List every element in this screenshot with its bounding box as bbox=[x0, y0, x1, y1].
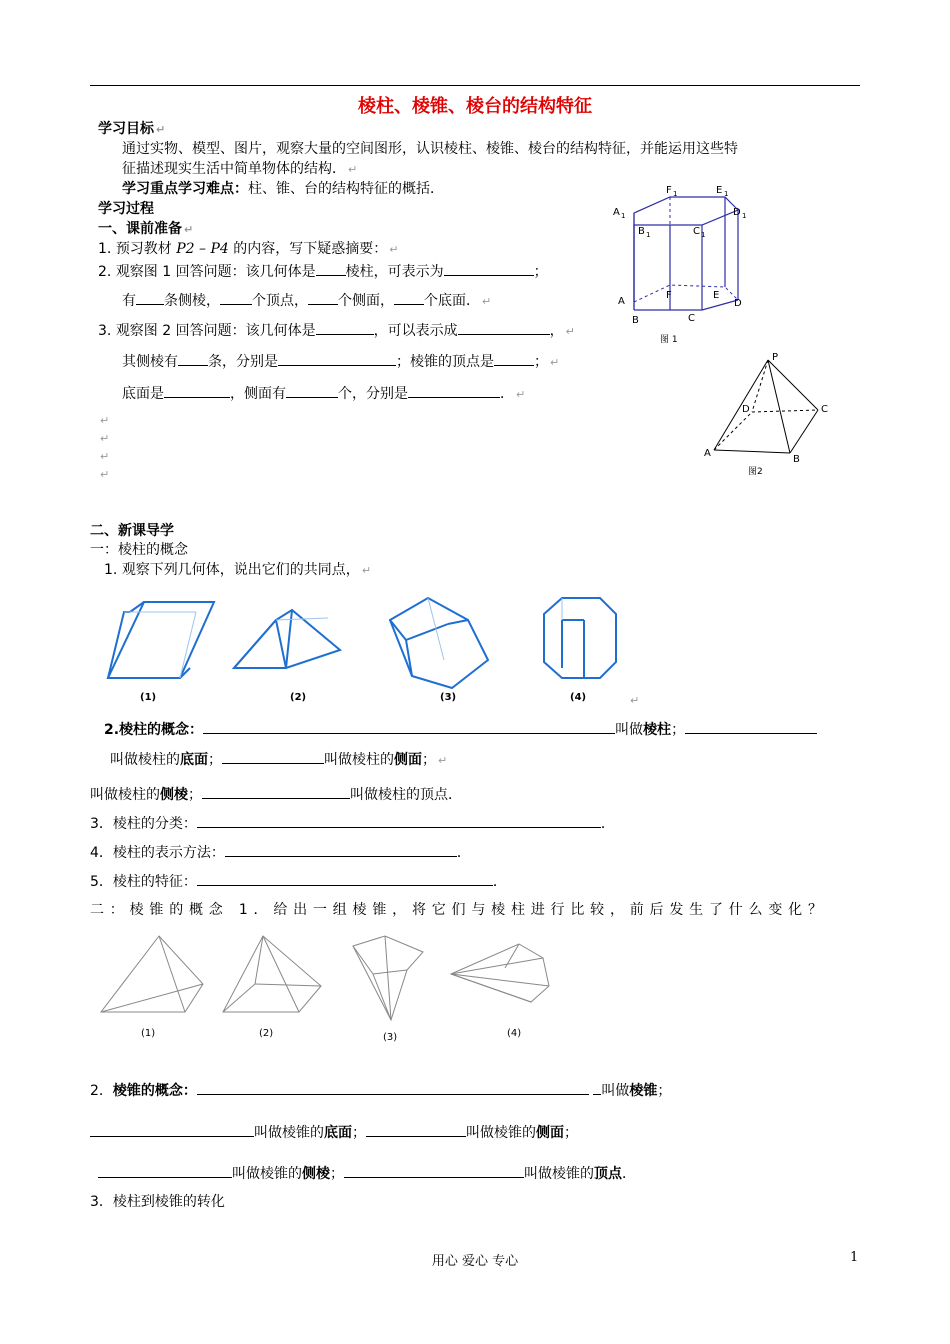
return-mark: ↵ bbox=[630, 694, 640, 707]
goal-heading: 学习目标 ↵ bbox=[98, 121, 166, 137]
blank[interactable] bbox=[316, 320, 374, 335]
empty-lines: ↵ ↵ ↵ ↵ bbox=[100, 414, 110, 481]
blank[interactable] bbox=[408, 383, 500, 398]
header-rule bbox=[90, 85, 860, 86]
blank[interactable] bbox=[197, 871, 493, 886]
blank[interactable] bbox=[197, 1080, 589, 1095]
blank[interactable] bbox=[203, 719, 615, 734]
label-E1: E bbox=[716, 185, 723, 196]
label-A: A bbox=[618, 296, 625, 307]
prism-label-4: (4) bbox=[570, 692, 587, 703]
blank[interactable] bbox=[225, 842, 457, 857]
question-2-detail: 有 条侧棱， 个顶点， 个侧面， 个底面． ↵ bbox=[122, 290, 491, 310]
prism-label-1: (1) bbox=[140, 692, 157, 703]
pyramid-label-3: (3) bbox=[383, 1032, 398, 1043]
label-C: C bbox=[688, 313, 695, 324]
label-D1: D bbox=[733, 207, 741, 218]
prism-label-2: (2) bbox=[290, 692, 307, 703]
blank[interactable] bbox=[344, 1163, 524, 1178]
label-A1: A bbox=[613, 207, 620, 218]
prism-concept-title: 一：棱柱的概念 bbox=[90, 542, 188, 558]
figure-2-pyramid bbox=[700, 350, 840, 480]
label-A: A bbox=[704, 448, 711, 459]
key-points: 学习重点学习难点：柱、锥、台的结构特征的概括． bbox=[122, 181, 444, 197]
pyramid-label-1: (1) bbox=[141, 1028, 156, 1039]
svg-text:1: 1 bbox=[646, 231, 651, 239]
label-D: D bbox=[734, 298, 742, 309]
blank[interactable] bbox=[278, 351, 396, 366]
pyramid-definition: 2．棱锥的概念： 叫做棱锥； bbox=[90, 1080, 671, 1100]
prism-definition-2: 叫做棱柱的底面； 叫做棱柱的侧面； ↵ bbox=[110, 749, 447, 769]
prism-definition: 2.棱柱的概念： 叫做棱柱； bbox=[104, 719, 817, 739]
blank[interactable] bbox=[136, 290, 164, 305]
prism-label-3: (3) bbox=[440, 692, 457, 703]
svg-text:1: 1 bbox=[673, 190, 678, 198]
label-C: C bbox=[821, 404, 828, 415]
svg-text:1: 1 bbox=[724, 190, 729, 198]
blank[interactable] bbox=[197, 813, 601, 828]
label-P: P bbox=[772, 352, 779, 363]
svg-text:1: 1 bbox=[621, 212, 626, 220]
label-D: D bbox=[742, 404, 750, 415]
blank[interactable] bbox=[164, 383, 230, 398]
new-lesson-heading: 二、新课导学 bbox=[90, 523, 174, 539]
label-F1: F bbox=[666, 185, 672, 196]
blank[interactable] bbox=[308, 290, 338, 305]
process-heading: 学习过程 bbox=[98, 201, 154, 217]
prism-features: 5．棱柱的特征： ． bbox=[90, 871, 507, 891]
label-F: F bbox=[666, 290, 672, 301]
goal-line-2: 征描述现实生活中简单物体的结构． ↵ bbox=[122, 161, 358, 177]
pyramid-label-2: (2) bbox=[259, 1028, 274, 1039]
observe-instruction: 1. 观察下列几何体，说出它们的共同点， ↵ bbox=[104, 562, 372, 578]
question-3: 3. 观察图 2 回答问题：该几何体是 ，可以表示成 ， ↵ bbox=[98, 320, 575, 340]
prism-classification: 3．棱柱的分类： ． bbox=[90, 813, 615, 833]
pyramid-definition-2: 叫做棱锥的底面； 叫做棱锥的侧面； bbox=[90, 1122, 578, 1142]
blank[interactable] bbox=[98, 1163, 232, 1178]
prism-definition-3: 叫做棱柱的侧棱； 叫做棱柱的顶点． bbox=[90, 784, 462, 804]
blank[interactable] bbox=[685, 719, 817, 734]
pyramid-examples bbox=[95, 928, 565, 1048]
blank[interactable] bbox=[178, 351, 208, 366]
question-2: 2. 观察图 1 回答问题：该几何体是 棱柱，可表示为 ； bbox=[98, 261, 548, 281]
label-B1: B bbox=[638, 226, 645, 237]
blank[interactable] bbox=[494, 351, 534, 366]
blank[interactable] bbox=[222, 749, 324, 764]
question-3-detail-2: 底面是 ，侧面有 个，分别是 ． ↵ bbox=[122, 383, 525, 403]
blank[interactable] bbox=[286, 383, 338, 398]
blank[interactable] bbox=[202, 784, 350, 799]
question-1: 1. 预习教材 P2 – P4 的内容，写下疑惑摘要： ↵ bbox=[98, 241, 399, 257]
pyramid-label-4: (4) bbox=[507, 1028, 522, 1039]
figure-2-caption: 图2 bbox=[748, 467, 763, 477]
figure-1-caption: 图 1 bbox=[660, 335, 678, 345]
blank[interactable] bbox=[316, 261, 346, 276]
blank[interactable] bbox=[90, 1122, 254, 1137]
blank[interactable] bbox=[366, 1122, 466, 1137]
prep-heading: 一、课前准备 ↵ bbox=[98, 221, 194, 237]
pyramid-definition-3: 叫做棱锥的侧棱； 叫做棱锥的顶点． bbox=[98, 1163, 636, 1183]
pyramid-concept-intro: 二：棱锥的概念 1．给出一组棱锥，将它们与棱柱进行比较，前后发生了什么变化？ bbox=[90, 902, 828, 918]
label-B: B bbox=[793, 454, 800, 465]
page-number: 1 bbox=[850, 1250, 859, 1265]
blank[interactable] bbox=[394, 290, 424, 305]
svg-text:1: 1 bbox=[701, 231, 706, 239]
page-title: 棱柱、棱锥、棱台的结构特征 bbox=[358, 96, 592, 117]
figure-1-prism bbox=[610, 180, 770, 350]
label-E: E bbox=[713, 290, 720, 301]
svg-text:1: 1 bbox=[742, 212, 747, 220]
question-3-detail-1: 其侧棱有 条，分别是 ；棱锥的顶点是 ； ↵ bbox=[122, 351, 559, 371]
label-C1: C bbox=[693, 226, 700, 237]
blank[interactable] bbox=[458, 320, 550, 335]
label-B: B bbox=[632, 315, 639, 326]
goal-line-1: 通过实物、模型、图片，观察大量的空间图形，认识棱柱、棱锥、棱台的结构特征，并能运用这些特 bbox=[122, 141, 738, 157]
blank[interactable] bbox=[220, 290, 252, 305]
prism-examples bbox=[100, 590, 640, 710]
blank[interactable] bbox=[444, 261, 534, 276]
prism-notation: 4．棱柱的表示方法： ． bbox=[90, 842, 471, 862]
prism-to-pyramid: 3．棱柱到棱锥的转化 bbox=[90, 1194, 225, 1210]
footer-motto: 用心 爱心 专心 bbox=[431, 1254, 519, 1269]
